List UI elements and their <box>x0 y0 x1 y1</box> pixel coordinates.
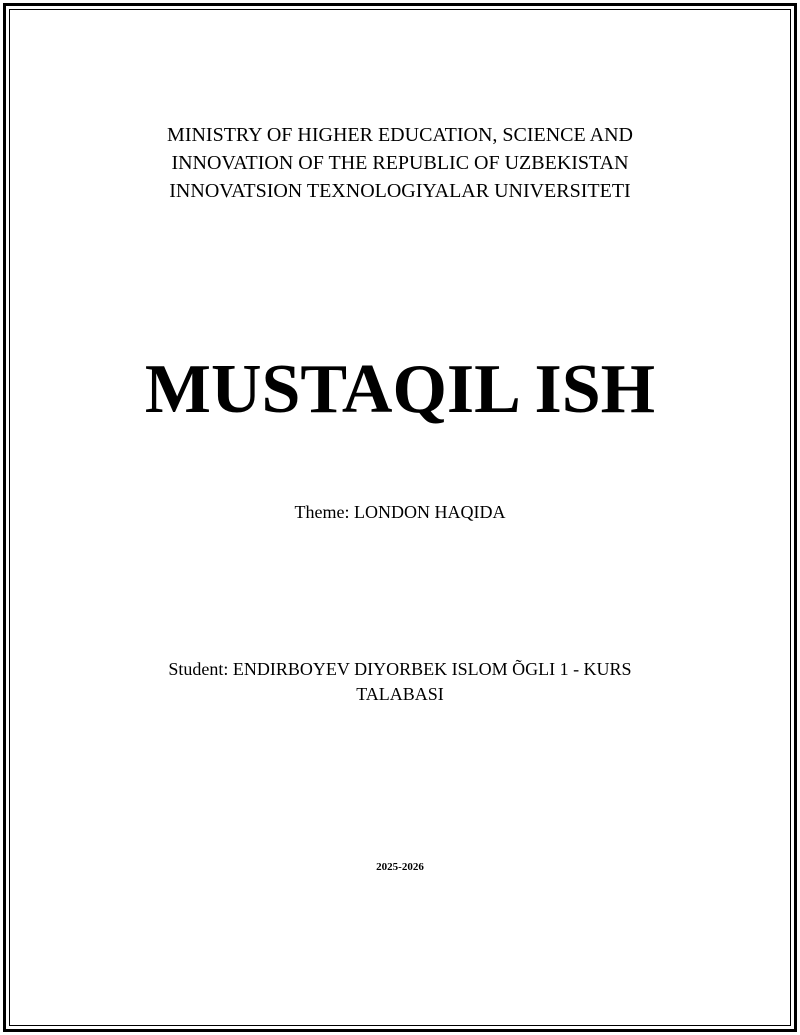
student-line: Student: ENDIRBOYEV DIYORBEK ISLOM ÕGLI 1 - KURS TALABASI <box>168 659 632 704</box>
header-line-3: INNOVATSION TEXNOLOGIYALAR UNIVERSITETI <box>169 180 631 202</box>
academic-year: 2025-2026 <box>376 861 424 873</box>
institution-header <box>0 121 800 205</box>
document-title: MUSTAQIL ISH <box>144 351 656 428</box>
theme-line: Theme: LONDON HAQIDA <box>294 502 506 522</box>
header-line-1: MINISTRY OF HIGHER EDUCATION, SCIENCE AND <box>167 124 633 146</box>
header-line-2: INNOVATION OF THE REPUBLIC OF UZBEKISTAN <box>171 152 629 174</box>
